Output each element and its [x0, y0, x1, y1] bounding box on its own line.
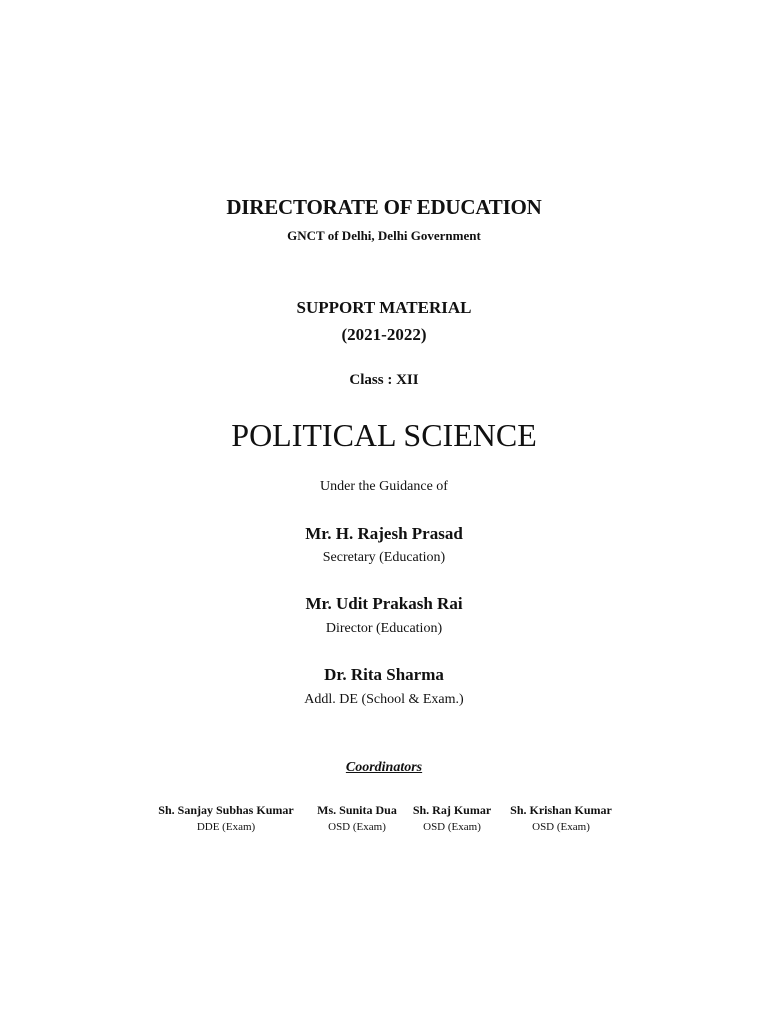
class-label: Class : XII	[349, 372, 419, 388]
coordinator-name: Ms. Sunita Dua	[317, 803, 397, 817]
coordinators-heading-text: Coordinators	[345, 760, 423, 775]
coordinator-name: Sh. Sanjay Subhas Kumar	[158, 803, 294, 817]
coordinator	[148, 803, 304, 833]
coordinator-role: DDE (Exam)	[196, 821, 256, 833]
guidance-name: Mr. Udit Prakash Rai	[305, 594, 463, 613]
guidance-caption: Under the Guidance of	[320, 479, 448, 494]
material-year: (2021-2022)	[341, 325, 427, 344]
organization-title: DIRECTORATE OF EDUCATION	[226, 195, 542, 219]
coordinators-heading	[0, 760, 768, 776]
guidance-role: Secretary (Education)	[322, 550, 446, 565]
material-title: SUPPORT MATERIAL	[296, 298, 472, 317]
guidance-name: Dr. Rita Sharma	[324, 665, 444, 684]
guidance-name: Mr. H. Rajesh Prasad	[305, 524, 463, 543]
coordinator-role: OSD (Exam)	[532, 821, 590, 833]
coordinator-name: Sh. Raj Kumar	[412, 803, 492, 817]
coordinator	[308, 803, 406, 833]
coordinator-role: OSD (Exam)	[423, 821, 481, 833]
subject-title: POLITICAL SCIENCE	[231, 417, 537, 453]
coordinator	[404, 803, 500, 833]
guidance-role: Addl. DE (School & Exam.)	[304, 692, 464, 707]
coordinator	[502, 803, 620, 833]
coordinator-role: OSD (Exam)	[328, 821, 386, 833]
coordinator-name: Sh. Krishan Kumar	[510, 803, 612, 817]
guidance-role: Director (Education)	[325, 621, 443, 636]
organization-subtitle: GNCT of Delhi, Delhi Government	[287, 228, 481, 243]
